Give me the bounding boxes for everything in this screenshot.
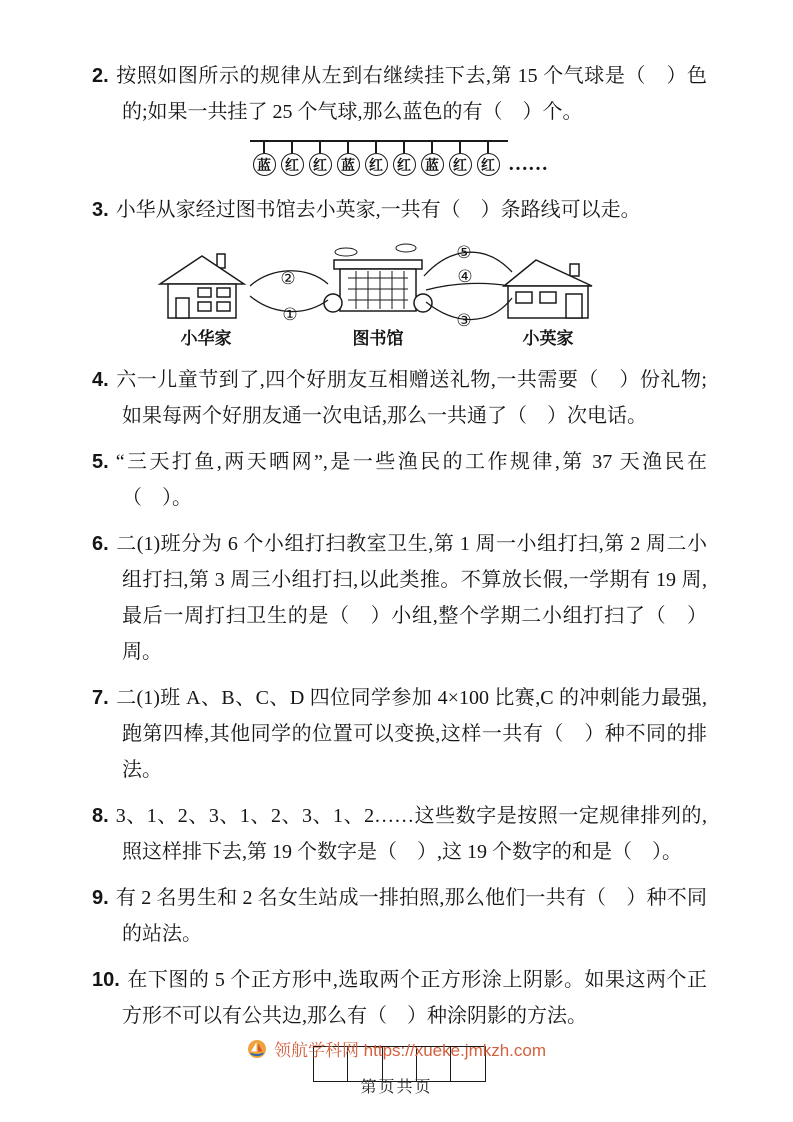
balloon-string <box>347 142 349 153</box>
balloon-circle: 蓝 <box>337 153 360 176</box>
left-house-icon <box>160 254 244 318</box>
balloon <box>474 142 502 176</box>
question-text: 有 2 名男生和 2 名女生站成一排拍照,那么他们一共有（ ）种不同的站法。 <box>115 887 707 945</box>
question-text: 二(1)班分为 6 个小组打扫教室卫生,第 1 周一小组打扫,第 2 周二小组打扫,第 3 周三小组打扫,以此类推。不算放长假,一学期有 19 周,最后一周打扫卫生的是（ ）小组,整个学期二小组打扫了（ ）周。 <box>115 533 707 663</box>
balloon-circle: 红 <box>365 153 388 176</box>
question-6 <box>92 526 707 670</box>
question-10 <box>92 962 707 1034</box>
question-4 <box>92 362 707 434</box>
route-path-label-3: ③ <box>456 311 472 330</box>
question-text: 六一儿童节到了,四个好朋友互相赠送礼物,一共需要（ ）份礼物;如果每两个好朋友通一次电话,那么一共通了（ ）次电话。 <box>115 369 707 427</box>
balloon <box>390 142 418 176</box>
balloon-circle: 红 <box>309 153 332 176</box>
balloon-string <box>319 142 321 153</box>
question-number: 5. <box>92 451 109 473</box>
question-number: 9. <box>92 887 109 909</box>
balloon-string <box>263 142 265 153</box>
question-number: 4. <box>92 369 109 391</box>
question-number: 6. <box>92 533 109 555</box>
route-path-label-1: ① <box>282 305 298 324</box>
question-number: 10. <box>92 969 120 991</box>
route-map-illustration <box>156 238 626 350</box>
place-label-left: 小华家 <box>180 329 232 348</box>
balloon-circle: 红 <box>281 153 304 176</box>
balloon-circle: 红 <box>477 153 500 176</box>
place-label-right: 小英家 <box>522 329 574 348</box>
route-path-label-2: ② <box>280 269 296 288</box>
page-number-footer: 第页共页 <box>360 1079 433 1096</box>
route-path-label-4: ④ <box>457 267 473 286</box>
question-number: 3. <box>92 199 109 221</box>
question-number: 8. <box>92 805 109 827</box>
question-number: 7. <box>92 687 109 709</box>
right-house-icon <box>504 260 592 318</box>
question-3 <box>92 192 707 228</box>
balloon <box>306 142 334 176</box>
question-9 <box>92 880 707 952</box>
place-label-middle: 图书馆 <box>352 329 404 348</box>
question-text: 小华从家经过图书馆去小英家,一共有（ ）条路线可以走。 <box>115 199 641 221</box>
balloon-string <box>403 142 405 153</box>
balloon-row <box>250 142 580 176</box>
question-number: 2. <box>92 65 109 87</box>
balloon-circle: 蓝 <box>421 153 444 176</box>
balloon-string <box>459 142 461 153</box>
balloon <box>362 142 390 176</box>
balloon-ellipsis: …… <box>508 153 548 175</box>
question-2 <box>92 58 707 130</box>
balloon-string <box>487 142 489 153</box>
question-text: 按照如图所示的规律从左到右继续挂下去,第 15 个气球是（ ）色的;如果一共挂了 25 个气球,那么蓝色的有（ ）个。 <box>115 65 707 123</box>
question-text: 二(1)班 A、B、C、D 四位同学参加 4×100 比赛,C 的冲刺能力最强,跑第四棒,其他同学的位置可以变换,这样一共有（ ）种不同的排法。 <box>115 687 707 781</box>
question-5 <box>92 444 707 516</box>
balloon <box>334 142 362 176</box>
balloon-string <box>431 142 433 153</box>
balloon <box>418 142 446 176</box>
balloon <box>278 142 306 176</box>
balloon-circle: 蓝 <box>253 153 276 176</box>
balloon-string <box>375 142 377 153</box>
question-7 <box>92 680 707 788</box>
question-8 <box>92 798 707 870</box>
footer-site-text: 领航学科网 https://xueke.jmkzh.com <box>273 1041 547 1060</box>
question-text: “三天打鱼,两天晒网”,是一些渔民的工作规律,第 37 天渔民在（ ）。 <box>115 451 707 509</box>
balloon <box>250 142 278 176</box>
footer-site <box>0 1036 793 1061</box>
site-logo-icon <box>247 1039 267 1059</box>
question-text: 在下图的 5 个正方形中,选取两个正方形涂上阴影。如果这两个正方形不可以有公共边,那么有（ ）种涂阴影的方法。 <box>122 969 707 1027</box>
route-diagram <box>156 238 707 350</box>
question-text: 3、1、2、3、1、2、3、1、2……这些数字是按照一定规律排列的,照这样排下去,第 19 个数字是（ ）,这 19 个数字的和是（ ）。 <box>115 805 707 863</box>
balloon-string <box>291 142 293 153</box>
balloon <box>446 142 474 176</box>
balloon-circle: 红 <box>393 153 416 176</box>
library-icon <box>324 244 432 312</box>
balloon-diagram <box>250 140 580 176</box>
balloon-circle: 红 <box>449 153 472 176</box>
route-path-label-5: ⑤ <box>456 243 472 262</box>
